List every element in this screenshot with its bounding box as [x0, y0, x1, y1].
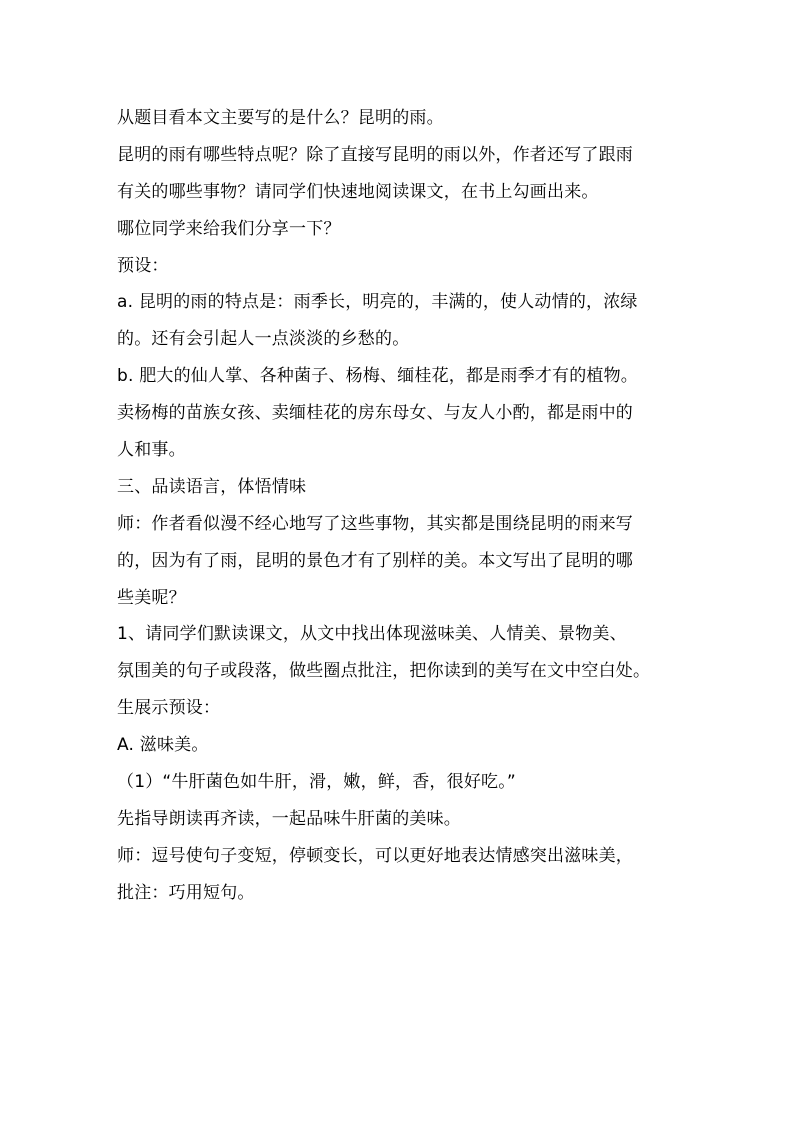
paragraph-line: 氛围美的句子或段落，做些圈点批注，把你读到的美写在文中空白处。: [117, 661, 651, 682]
paragraph-line: 1、请同学们默读课文，从文中找出体现滋味美、人情美、景物美、: [117, 624, 627, 645]
paragraph-line: 师：逗号使句子变短，停顿变长，可以更好地表达情感突出滋味美，: [117, 845, 633, 866]
section-heading: 三、品读语言，体悟情味: [117, 476, 307, 497]
paragraph-line: b. 肥大的仙人掌、各种菌子、杨梅、缅桂花，都是雨季才有的植物。: [117, 366, 638, 387]
paragraph-line: 从题目看本文主要写的是什么？昆明的雨。: [117, 108, 444, 128]
paragraph-line: 些美呢？: [117, 587, 186, 608]
paragraph-line: 的，因为有了雨，昆明的景色才有了别样的美。本文写出了昆明的哪: [117, 550, 633, 571]
paragraph-line: 先指导朗读再齐读，一起品味牛肝菌的美味。: [117, 808, 461, 829]
paragraph-line: 预设：: [117, 255, 169, 276]
paragraph-line: 昆明的雨有哪些特点呢？除了直接写昆明的雨以外，作者还写了跟雨: [117, 144, 633, 165]
quote-line: （1）“牛肝菌色如牛肝，滑，嫩，鲜，香，很好吃。”: [117, 772, 516, 793]
paragraph-line: 批注：巧用短句。: [117, 882, 255, 903]
paragraph-line: a. 昆明的雨的特点是：雨季长，明亮的，丰满的，使人动情的，浓绿: [117, 292, 638, 313]
paragraph-line: 的。还有会引起人一点淡淡的乡愁的。: [117, 329, 410, 350]
paragraph-line: 师：作者看似漫不经心地写了这些事物，其实都是围绕昆明的雨来写: [117, 513, 633, 534]
paragraph-line: 生展示预设：: [117, 698, 221, 719]
paragraph-line: 哪位同学来给我们分享一下？: [117, 218, 341, 239]
paragraph-line: A. 滋味美。: [117, 735, 209, 756]
paragraph-line: 卖杨梅的苗族女孩、卖缅桂花的房东母女、与友人小酌，都是雨中的: [117, 403, 633, 424]
paragraph-line: 有关的哪些事物？请同学们快速地阅读课文，在书上勾画出来。: [117, 181, 599, 202]
paragraph-line: 人和事。: [117, 440, 186, 461]
document-body: [117, 100, 697, 912]
